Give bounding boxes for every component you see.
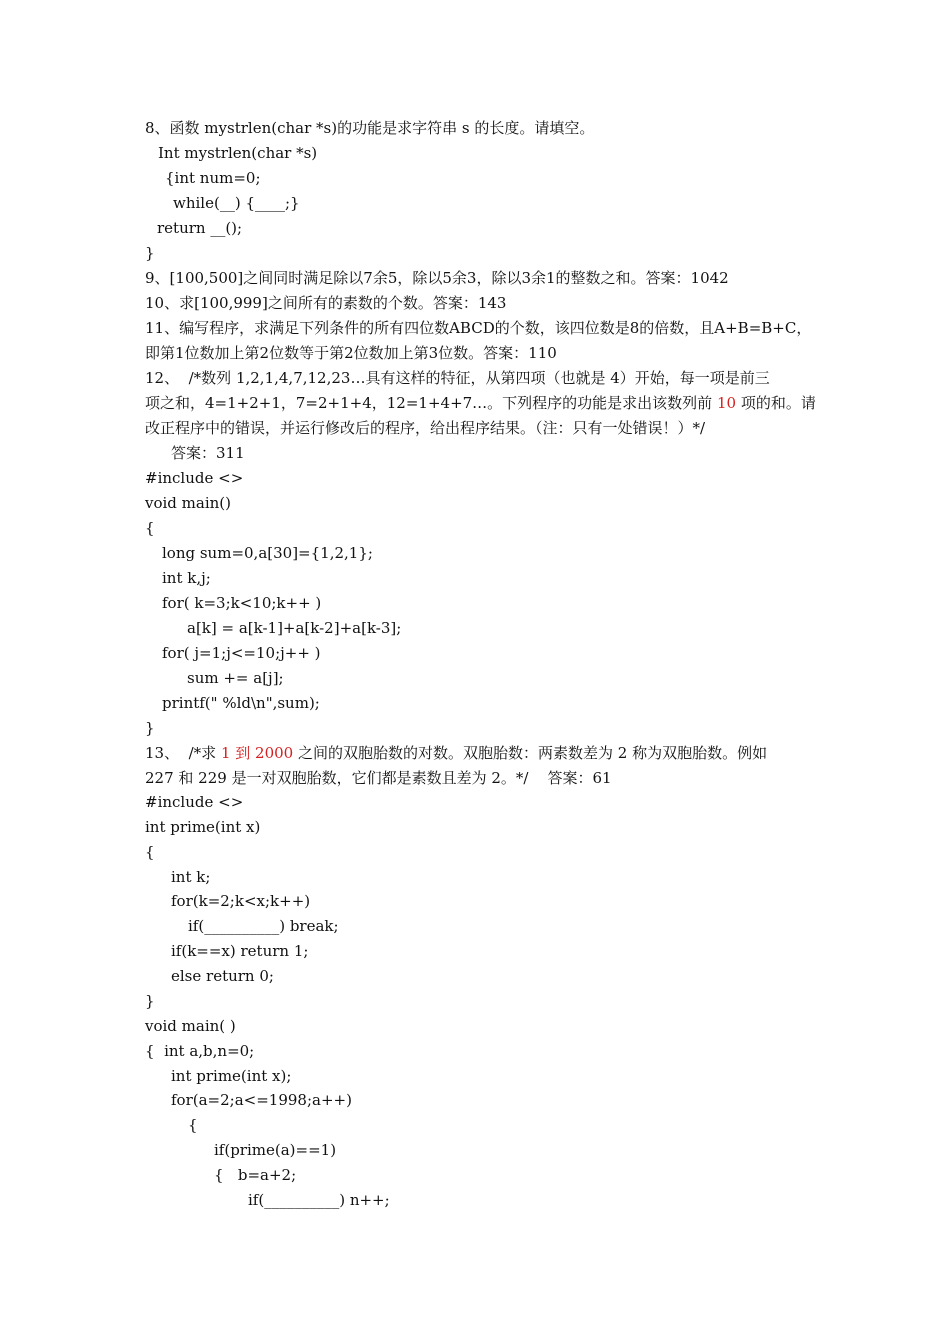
- q13-code-line: if(__________) break;: [188, 917, 339, 935]
- q13-code-line: {: [145, 843, 155, 861]
- q13-line: [145, 743, 767, 763]
- q13-code-line: for(a=2;a<=1998;a++): [171, 1091, 352, 1109]
- q9-text: 9、[100,500]之间同时满足除以7余5，除以5余3，除以3余1的整数之和。答案：1042: [145, 269, 729, 287]
- q12-code-line: printf(" %ld\n",sum);: [162, 694, 320, 712]
- q13-code-line: }: [145, 992, 155, 1010]
- q13-code-line: if(prime(a)==1): [214, 1141, 337, 1159]
- q8-title: 8、函数 mystrlen(char *s)的功能是求字符串 s 的长度。请填空。: [145, 119, 595, 137]
- q12-code-line: int k,j;: [162, 569, 211, 587]
- q13-highlight: 1 到 2000: [220, 744, 294, 762]
- q13-code-line: if(k==x) return 1;: [171, 942, 309, 960]
- q8-code-line: }: [145, 244, 155, 262]
- q13-code-line: else return 0;: [171, 967, 274, 985]
- q12-code-line: sum += a[j];: [187, 669, 284, 687]
- q11-line: 即第1位数加上第2位数等于第2位数加上第3位数。答案：110: [145, 344, 557, 362]
- q13-code-line: void main( ): [145, 1017, 236, 1035]
- q13-code-line: if(__________) n++;: [248, 1191, 390, 1209]
- q12-code-line: long sum=0,a[30]={1,2,1};: [162, 544, 373, 562]
- q12-line: 改正程序中的错误，并运行修改后的程序，给出程序结果。（注：只有一处错误！）*/: [145, 419, 706, 437]
- q12-text: 项之和，4=1+2+1，7=2+1+4，12=1+4+7…。下列程序的功能是求出该数列前: [145, 394, 717, 412]
- q12-code-line: #include <>: [145, 469, 244, 487]
- q13-code-line: int k;: [171, 868, 211, 886]
- q8-code-line: Int mystrlen(char *s): [158, 144, 318, 162]
- q12-line: [145, 393, 816, 413]
- q8-code-line: while(__) {____;}: [173, 194, 300, 212]
- q13-line: 227 和 229 是一对双胞胎数，它们都是素数且差为 2。*/ 答案：61: [145, 769, 612, 787]
- q12-code-line: void main(): [145, 494, 232, 512]
- q13-code-line: int prime(int x);: [171, 1067, 292, 1085]
- q12-answer: 答案：311: [171, 444, 245, 462]
- q12-code-line: a[k] = a[k-1]+a[k-2]+a[k-3];: [187, 619, 402, 637]
- q13-code-line: int prime(int x): [145, 818, 261, 836]
- q8-code-line: {int num=0;: [165, 169, 261, 187]
- q12-code-line: {: [145, 519, 155, 537]
- q13-text: 之间的双胞胎数的对数。双胞胎数：两素数差为 2 称为双胞胎数。例如: [293, 744, 768, 762]
- q12-line: 12、 /*数列 1,2,1,4,7,12,23…具有这样的特征，从第四项（也就是 4）开始，每一项是前三: [145, 369, 770, 387]
- q10-text: 10、求[100,999]之间所有的素数的个数。答案：143: [145, 294, 507, 312]
- q12-code-line: for( k=3;k<10;k++ ): [162, 594, 322, 612]
- q12-text: 项的和。请: [736, 394, 816, 412]
- q12-code-line: for( j=1;j<=10;j++ ): [162, 644, 321, 662]
- q8-code-line: return __();: [157, 219, 243, 237]
- q13-code-line: { b=a+2;: [214, 1166, 297, 1184]
- q12-highlight: 10: [716, 394, 737, 412]
- q13-code-line: {: [188, 1116, 198, 1134]
- q13-code-line: for(k=2;k<x;k++): [171, 892, 311, 910]
- q13-text: 13、 /*求: [145, 744, 221, 762]
- q11-line: 11、编写程序，求满足下列条件的所有四位数ABCD的个数，该四位数是8的倍数，且A+B=B+C，: [145, 319, 812, 337]
- q13-code-line: { int a,b,n=0;: [145, 1042, 255, 1060]
- q12-code-line: }: [145, 719, 155, 737]
- q13-code-line: #include <>: [145, 793, 244, 811]
